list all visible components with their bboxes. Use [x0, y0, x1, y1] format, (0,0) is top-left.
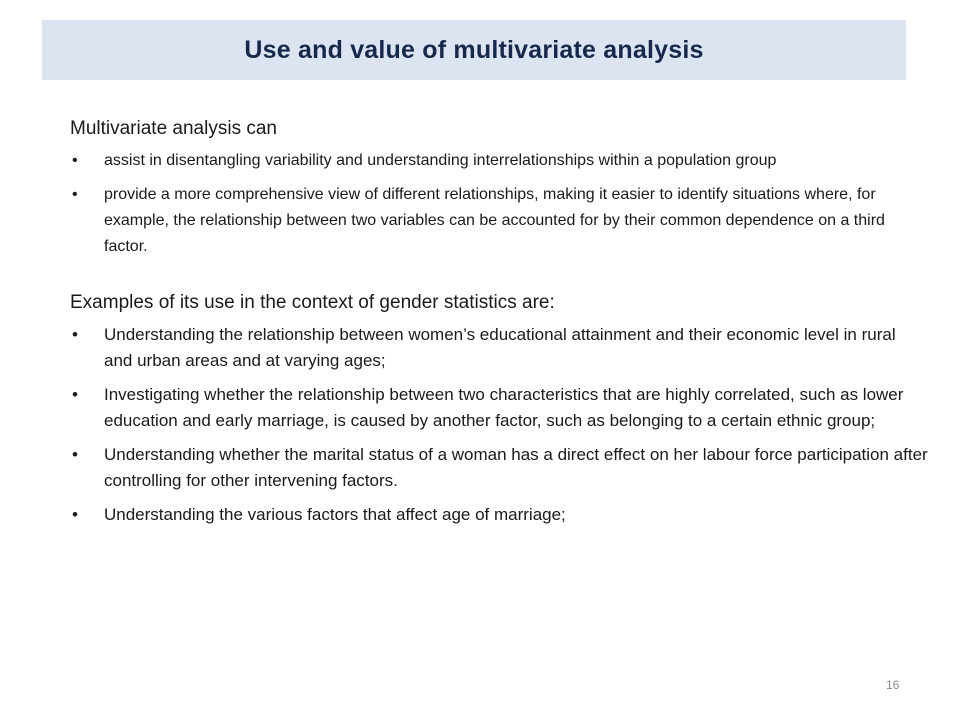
list-item-text: Investigating whether the relationship between two characteristics that are highly correlated, such as lower education and early marriage, is caused by another factor, such as belonging to a certain ethnic group; [104, 385, 904, 430]
section-heading-examples: Examples of its use in the context of gender statistics are: [70, 292, 555, 313]
list-item-text: provide a more comprehensive view of different relationships, making it easier to identify situations where, for example, the relationship between two variables can be accounted for by their common dependence on a third factor. [104, 186, 885, 255]
bullet-icon: • [72, 152, 78, 169]
bullet-icon: • [72, 385, 78, 404]
list-item-text: Understanding the relationship between women’s educational attainment and their economic level in rural and urban areas and at varying ages; [104, 325, 896, 370]
bullet-icon: • [72, 186, 78, 203]
bullet-icon: • [72, 325, 78, 344]
examples-list [70, 322, 928, 528]
list-item [70, 382, 928, 434]
list-item [70, 502, 928, 528]
slide-title: Use and value of multivariate analysis [244, 35, 704, 64]
title-banner [42, 20, 906, 80]
slide-body [70, 116, 928, 536]
list-item [70, 148, 928, 174]
page-number: 16 [886, 678, 900, 692]
list-item [70, 442, 928, 494]
list-item [70, 322, 928, 374]
bullet-icon: • [72, 445, 78, 464]
capabilities-list [70, 148, 928, 260]
list-item-text: Understanding the various factors that affect age of marriage; [104, 505, 566, 524]
list-item-text: assist in disentangling variability and understanding interrelationships within a population group [104, 152, 777, 169]
list-item [70, 182, 928, 260]
list-item-text: Understanding whether the marital status of a woman has a direct effect on her labour force participation after controlling for other intervening factors. [104, 445, 928, 490]
section-heading-capabilities: Multivariate analysis can [70, 118, 277, 139]
bullet-icon: • [72, 505, 78, 524]
